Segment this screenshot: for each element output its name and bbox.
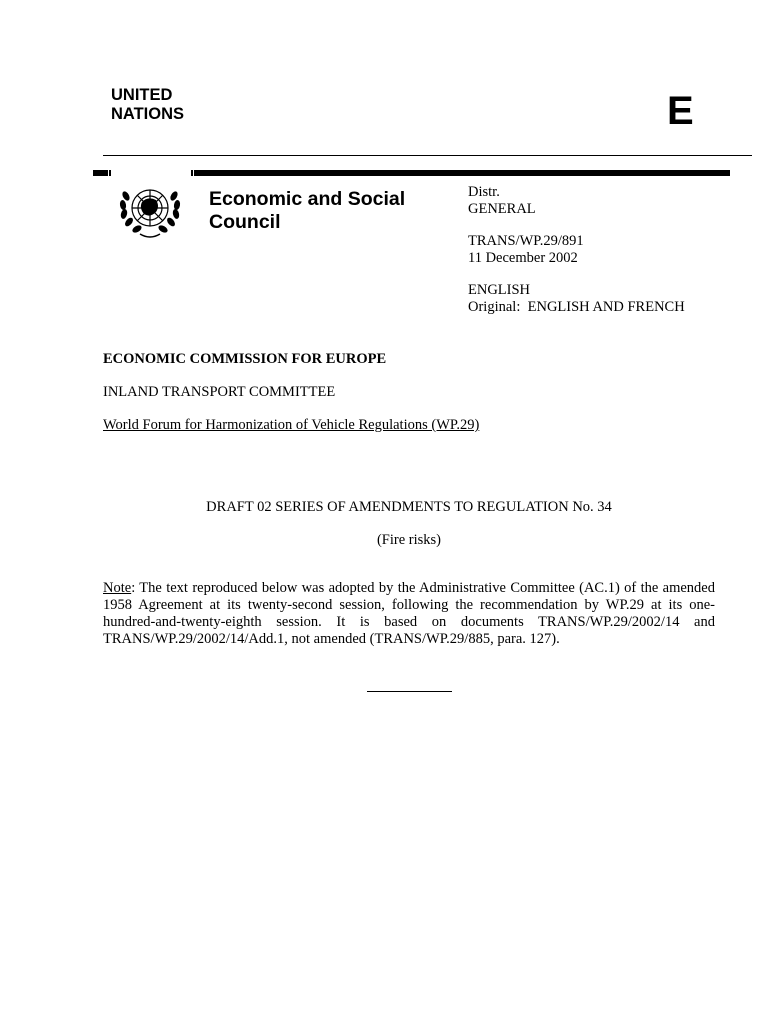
forum-heading: World Forum for Harmonization of Vehicle Regulations (WP.29) xyxy=(103,417,480,433)
council-name xyxy=(209,188,405,234)
header-divider xyxy=(103,155,752,156)
note-paragraph xyxy=(103,580,715,648)
distr-value: GENERAL xyxy=(468,201,536,217)
commission-heading: ECONOMIC COMMISSION FOR EUROPE xyxy=(103,351,387,367)
note-text: : The text reproduced below was adopted by the Administrative Committee (AC.1) of the amended 1958 Agreement at its twenty-second session, following the recommendation by WP.29 at its one-hundred-and-twenty-eighth session. It is based on documents TRANS/WP.29/2002/14 and TRANS/WP.29/2002/14/Add.1, not amended (TRANS/WP.29/885, para. 127). xyxy=(103,580,715,647)
original-label: Original: xyxy=(468,299,521,315)
original-language xyxy=(468,299,685,316)
original-value: ENGLISH AND FRENCH xyxy=(527,299,685,315)
council-name-line2: Council xyxy=(209,211,281,233)
document-symbol: TRANS/WP.29/891 xyxy=(468,233,584,249)
emblem-rule-frame xyxy=(109,170,193,176)
council-name-line1: Economic and Social xyxy=(209,188,406,210)
note-label: Note xyxy=(103,580,132,596)
document-date: 11 December 2002 xyxy=(468,250,578,266)
end-divider xyxy=(367,691,452,692)
committee-heading: INLAND TRANSPORT COMMITTEE xyxy=(103,384,336,400)
un-emblem-icon xyxy=(112,178,188,246)
organization-name-line2: NATIONS xyxy=(111,105,185,123)
document-language: ENGLISH xyxy=(468,282,531,298)
organization-name xyxy=(111,86,184,124)
distr-label: Distr. xyxy=(468,184,500,200)
language-code: E xyxy=(667,89,694,133)
document-title: DRAFT 02 SERIES OF AMENDMENTS TO REGULATION No. 34 xyxy=(206,499,612,515)
document-subtitle: (Fire risks) xyxy=(376,532,442,548)
organization-name-line1: UNITED xyxy=(111,86,173,104)
